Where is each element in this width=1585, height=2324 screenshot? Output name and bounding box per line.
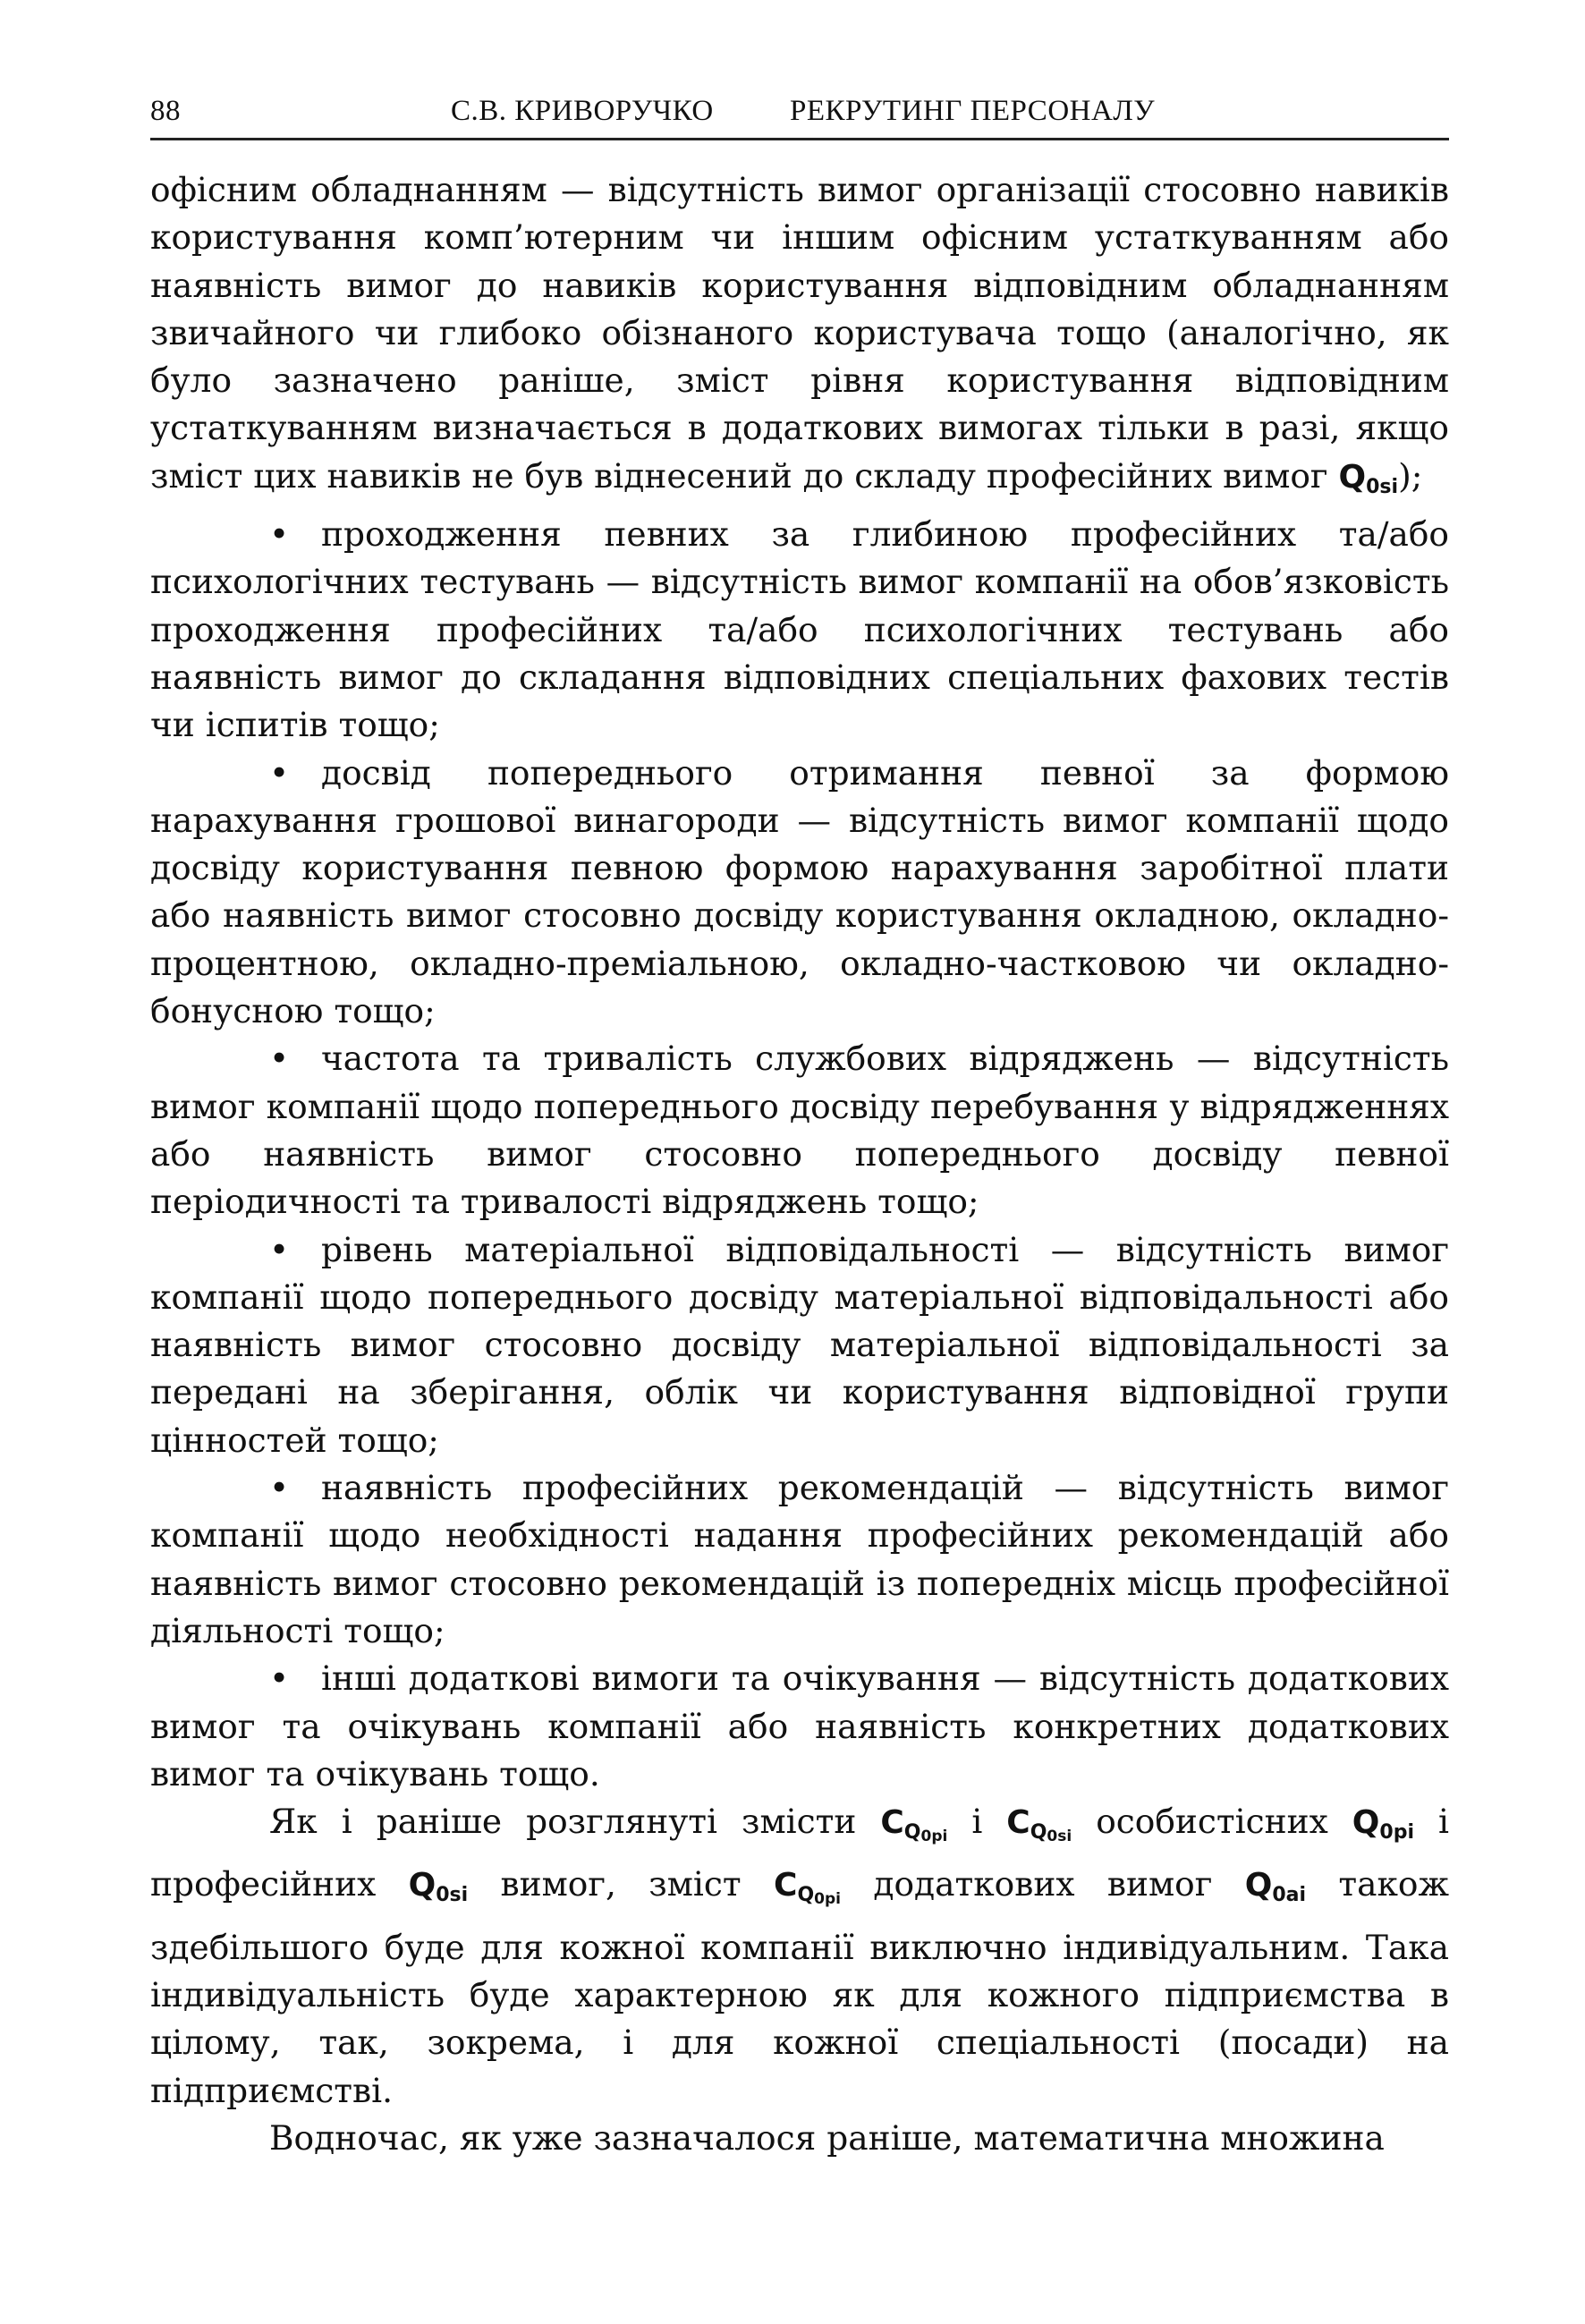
page-body bbox=[150, 166, 1449, 2162]
bullet-icon: • bbox=[269, 1468, 290, 1508]
page-number: 88 bbox=[150, 95, 181, 127]
paragraph-text: офісним обладнанням — відсутність вимог організації стосовно навиків користування комп’ютерним чи іншим офісним устаткуванням або наявність вимог до навиків користування відповідним обладнанням звичайного чи глибоко обізнаного користувача тощо (аналогічно, як було зазначено раніше, зміст рівня користування відповідним устаткуванням визначається в додаткових вимогах тільки в разі, якщо зміст цих навиків не був віднесений до складу професійних вимог bbox=[150, 170, 1449, 496]
bullet-text: проходження певних за глибиною професійних та/або психологічних тестувань — відсутність вимог компанії на обов’язковість проходження професійних та/або психологічних тестувань або наявність вимог до складання відповідних спеціальних фахових тестів чи іспитів тощо; bbox=[150, 514, 1449, 745]
bullet-icon: • bbox=[269, 514, 290, 555]
bullet-item bbox=[150, 1226, 1449, 1464]
bullet-item bbox=[150, 1655, 1449, 1798]
bullet-icon: • bbox=[269, 752, 290, 793]
math-q0pi: $Q_{0pi}$ bbox=[1352, 1804, 1415, 1845]
math-q0si: $Q_{0si}$ bbox=[1338, 458, 1399, 498]
math-cq0pi: $C_{Q_{0pi}}$ bbox=[880, 1804, 948, 1846]
bullet-text: рівень матеріальної відповідальності — відсутність вимог компанії щодо попереднього досвіду матеріальної відповідальності або наявність вимог стосовно досвіду матеріальної відповідальності за передані на зберігання, облік чи користування відповідної групи цінностей тощо; bbox=[150, 1229, 1449, 1460]
math-q0si: $Q_{0si}$ bbox=[408, 1867, 469, 1907]
math-q0ai: $Q_{0ai}$ bbox=[1244, 1867, 1307, 1907]
paragraph-closing: Водночас, як уже зазначалося раніше, математична множина bbox=[269, 2117, 1385, 2158]
paragraph-intro: офісним обладнанням — відсутність вимог організації стосовно навиків користування комп’ютерним чи іншим офісним устаткуванням або наявність вимог до навиків користування відповідним обладнанням звичайного чи глибоко обізнаного користувача тощо (аналогічно, як було зазначено раніше, зміст рівня користування відповідним устаткуванням визначається в додаткових вимогах тільки в разі, якщо зміст цих навиків не був віднесений до складу професійних вимог $Q_{0si}$); bbox=[150, 170, 1449, 498]
bullet-text: інші додаткові вимоги та очікування — відсутність додаткових вимог та очікувань компанії або наявність конкретних додаткових вимог та очікувань тощо. bbox=[150, 1658, 1449, 1794]
math-cq0si: $C_{Q_{0si}}$ bbox=[1006, 1804, 1072, 1846]
bullet-item bbox=[150, 750, 1449, 1036]
bullet-text: наявність професійних рекомендацій — відсутність вимог компанії щодо необхідності надання професійних рекомендацій або наявність вимог стосовно рекомендацій із попередніх місць професійної діяльності тощо; bbox=[150, 1468, 1449, 1650]
bullet-item bbox=[150, 1464, 1449, 1655]
header-author: С.В. КРИВОРУЧКО bbox=[451, 95, 714, 127]
bullet-icon: • bbox=[269, 1039, 290, 1079]
paragraph-contents: Як і раніше розглянуті змісти $C_{Q_{0pi}}$ і $C_{Q_{0si}}$ особистісних $Q_{0pi}$ і професійних $Q_{0si}$ вимог, зміст $C_{Q_{0pi}}$ додаткових вимог $Q_{0ai}$ також здебільшого буде для кожної компанії виключно індивідуальним. Така індивідуальність буде характерною як для кожного підприємства в цілому, так, зокрема, і для кожної спеціальності (посади) на підприємстві. bbox=[150, 1802, 1450, 2110]
bullet-text: досвід попереднього отримання певної за формою нарахування грошової винагороди — відсутність вимог компанії щодо досвіду користування певною формою нарахування заробітної плати або наявність вимог стосовно досвіду користування окладною, окладно-процентною, окладно-преміальною, окладно-частковою чи окладно-бонусною тощо; bbox=[150, 752, 1449, 1031]
bullet-item bbox=[150, 1035, 1449, 1226]
bullet-text: частота та тривалість службових відряджень — відсутність вимог компанії щодо попереднього досвіду перебування у відрядженнях або наявність вимог стосовно попереднього досвіду певної періодичності та тривалості відряджень тощо; bbox=[150, 1039, 1449, 1222]
header-book-title: РЕКРУТИНГ ПЕРСОНАЛУ bbox=[790, 95, 1156, 127]
bullet-icon: • bbox=[269, 1229, 290, 1269]
bullet-item bbox=[150, 511, 1449, 749]
running-header bbox=[150, 89, 1449, 140]
math-cq0pi: $C_{Q_{0pi}}$ bbox=[774, 1867, 841, 1909]
bullet-icon: • bbox=[269, 1658, 290, 1699]
